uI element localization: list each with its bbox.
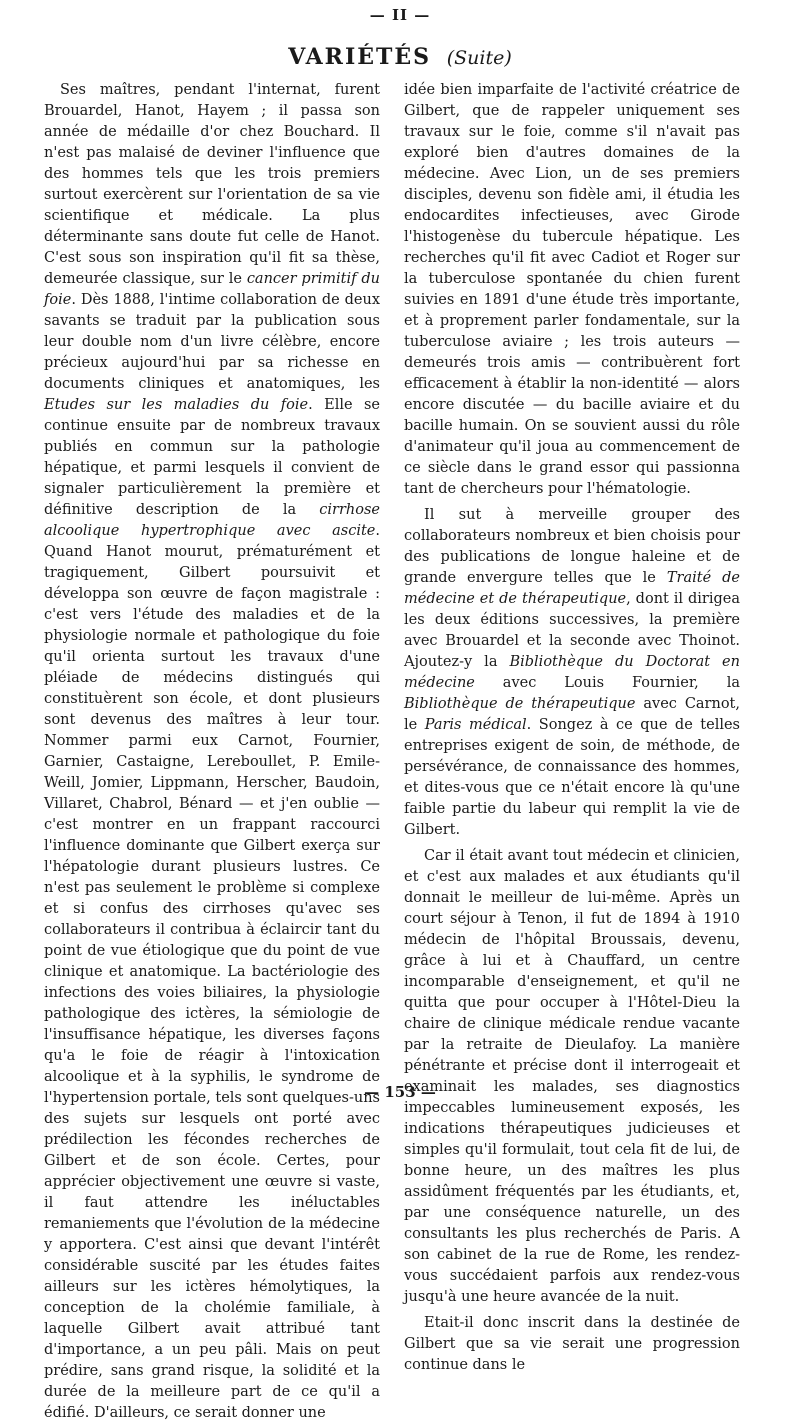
title-cancer-primitif: cancer primitif du foie bbox=[44, 271, 380, 308]
right-paragraph-2: Il sut à merveille grouper des collaborateurs nombreux et bien choisis pour des publications de longue haleine et de grande envergure telles que le Traité de médecine et de thérapeutique, dont il dirigea les deux éditions successives, la première avec Brouardel et la seconde avec Thoinot. Ajoutez-y la Bibliothèque du Doctorat en médecine avec Louis Fournier, la Bibliothèque de thérapeutique avec Carnot, le Paris médical. Songez à ce que de telles entreprises exigent de soin, de méthode, de persévérance, de connaissance des hommes, et dites-vous que ce n'était encore là qu'une faible partie du labeur qui remplit la vie de Gilbert. bbox=[404, 507, 740, 838]
folio-header: — II — bbox=[369, 6, 431, 24]
left-paragraph-1: Ses maîtres, pendant l'internat, furent Brouardel, Hanot, Hayem ; il passa son année de médaille d'or chez Bouchard. Il n'est pas malaisé de deviner l'influence que des hommes tels que les trois premiers surtout exercèrent sur l'orientation de sa vie scientifique et médicale. La plus déterminante sans doute fut celle de Hanot. C'est sous son inspiration qu'il fit sa thèse, demeurée classique, sur le cancer primitif du foie. Dès 1888, l'intime collaboration de deux savants se traduit par la publication sous leur double nom d'un livre célèbre, encore précieux aujourd'hui par sa richesse en documents cliniques et anatomiques, les Etudes sur les maladies du foie. Elle se continue ensuite par de nombreux travaux publiés en commun sur la pathologie hépatique, et parmi lesquels il convient de signaler particulièrement la première et définitive description de la cirrhose alcoolique hypertrophique avec ascite. Quand Hanot mourut, prématurément et tragiquement, Gilbert poursuivit et développa son œuvre de façon magistrale : c'est vers l'étude des maladies et de la physiologie normale et pathologique du foie qu'il orienta surtout les travaux d'une pléiade de médecins distingués qui constituèrent son école, et dont plusieurs sont devenus des maîtres à leur tour. Nommer parmi eux Carnot, Fournier, Garnier, Castaigne, Lereboullet, P. Emile-Weill, Jomier, Lippmann, Herscher, Baudoin, Villaret, Chabrol, Bénard — et j'en oublie — c'est montrer en un frappant raccourci l'influence dominante que Gilbert exerça sur l'hépatologie durant plusieurs lustres. Ce n'est pas seulement le problème si complexe et si confus des cirrhoses qu'avec ses collaborateurs il contribua à éclaircir tant du point de vue étiologique que du point de vue clinique et anatomique. La bactériologie des infections des voies biliaires, la physiologie pathologique des ictères, la sémiologie de l'insuffisance hépatique, les diverses façons qu'a le foie de réagir à l'intoxication alcoolique et à la syphilis, le syndrome de l'hypertension portale, tels sont quelques-uns des sujets sur lesquels ont porté avec prédilection les fécondes recherches de Gilbert et de son école. Certes, pour apprécier objectivement une œuvre si vaste, il faut attendre les inéluctables remaniements que l'évolution de la médecine y apportera. C'est ainsi que devant l'intérêt considérable suscité par les études faites ailleurs sur les ictères hémolytiques, la conception de la cholémie familiale, à laquelle Gilbert avait attribué tant d'importance, a un peu pâli. Mais on peut prédire, sans grand risque, la solidité et la durée de la meilleure part de ce qu'il a édifié. D'ailleurs, ce serait donner une bbox=[44, 82, 380, 1421]
section-title-text: VARIÉTÉS bbox=[288, 44, 432, 70]
title-bibliotheque-therapeutique: Bibliothèque de thérapeutique bbox=[404, 696, 636, 712]
left-column bbox=[44, 80, 380, 1421]
page-number: — 153 — bbox=[364, 1083, 436, 1101]
section-title bbox=[0, 44, 800, 70]
right-paragraph-1: idée bien imparfaite de l'activité créatrice de Gilbert, que de rappeler uniquement ses travaux sur le foie, comme s'il n'avait pas exploré bien d'autres domaines de la médecine. Avec Lion, un de ses premiers disciples, devenu son fidèle ami, il étudia les endocardites infectieuses, avec Girode l'histogenèse du tubercule hépatique. Les recherches qu'il fit avec Cadiot et Roger sur la tuberculose spontanée du chien furent suivies en 1891 d'une étude très importante, et à proprement parler fondamentale, sur la tuberculose aviaire ; les trois auteurs — demeurés trois amis — contribuèrent fort efficacement à établir la non-identité — alors encore discutée — du bacille aviaire et du bacille humain. On se souvient aussi du rôle d'animateur qu'il joua au commencement de ce siècle dans le grand essor qui passionna tant de chercheurs pour l'hématologie. bbox=[404, 82, 740, 497]
title-bibliotheque-doctorat: Bibliothèque du Doctorat en médecine bbox=[404, 654, 740, 691]
term-cirrhose-alcoolique: cirrhose alcoolique hypertrophique avec ascite bbox=[44, 502, 380, 539]
right-column bbox=[404, 80, 740, 1373]
title-paris-medical: Paris médical bbox=[424, 717, 527, 733]
right-paragraph-4: Etait-il donc inscrit dans la destinée de Gilbert que sa vie serait une progression continue dans le bbox=[404, 1315, 740, 1373]
title-traite-medecine: Traité de médecine et de thérapeutique bbox=[404, 570, 740, 607]
title-etudes-maladies-foie: Etudes sur les maladies du foie bbox=[44, 397, 309, 413]
section-title-suite: (Suite) bbox=[446, 47, 512, 69]
right-paragraph-3: Car il était avant tout médecin et clinicien, et c'est aux malades et aux étudiants qu'il donnait le meilleur de lui-même. Après un court séjour à Tenon, il fut de 1894 à 1910 médecin de l'hôpital Broussais, devenu, grâce à lui et à Chauffard, un centre incomparable d'enseignement, et qu'il ne quitta que pour occuper à l'Hôtel-Dieu la chaire de clinique médicale rendue vacante par la retraite de Dieulafoy. La manière pénétrante et précise dont il interrogeait et examinait les malades, ses diagnostics impeccables lumineusement exposés, les indications thérapeutiques judicieuses et simples qu'il formulait, tout cela fit de lui, de bonne heure, un des maîtres les plus assidûment fréquentés par les étudiants, et, par une conséquence naturelle, un des consultants les plus recherchés de Paris. A son cabinet de la rue de Rome, les rendez-vous succédaient parfois aux rendez-vous jusqu'à une heure avancée de la nuit. bbox=[404, 848, 740, 1305]
